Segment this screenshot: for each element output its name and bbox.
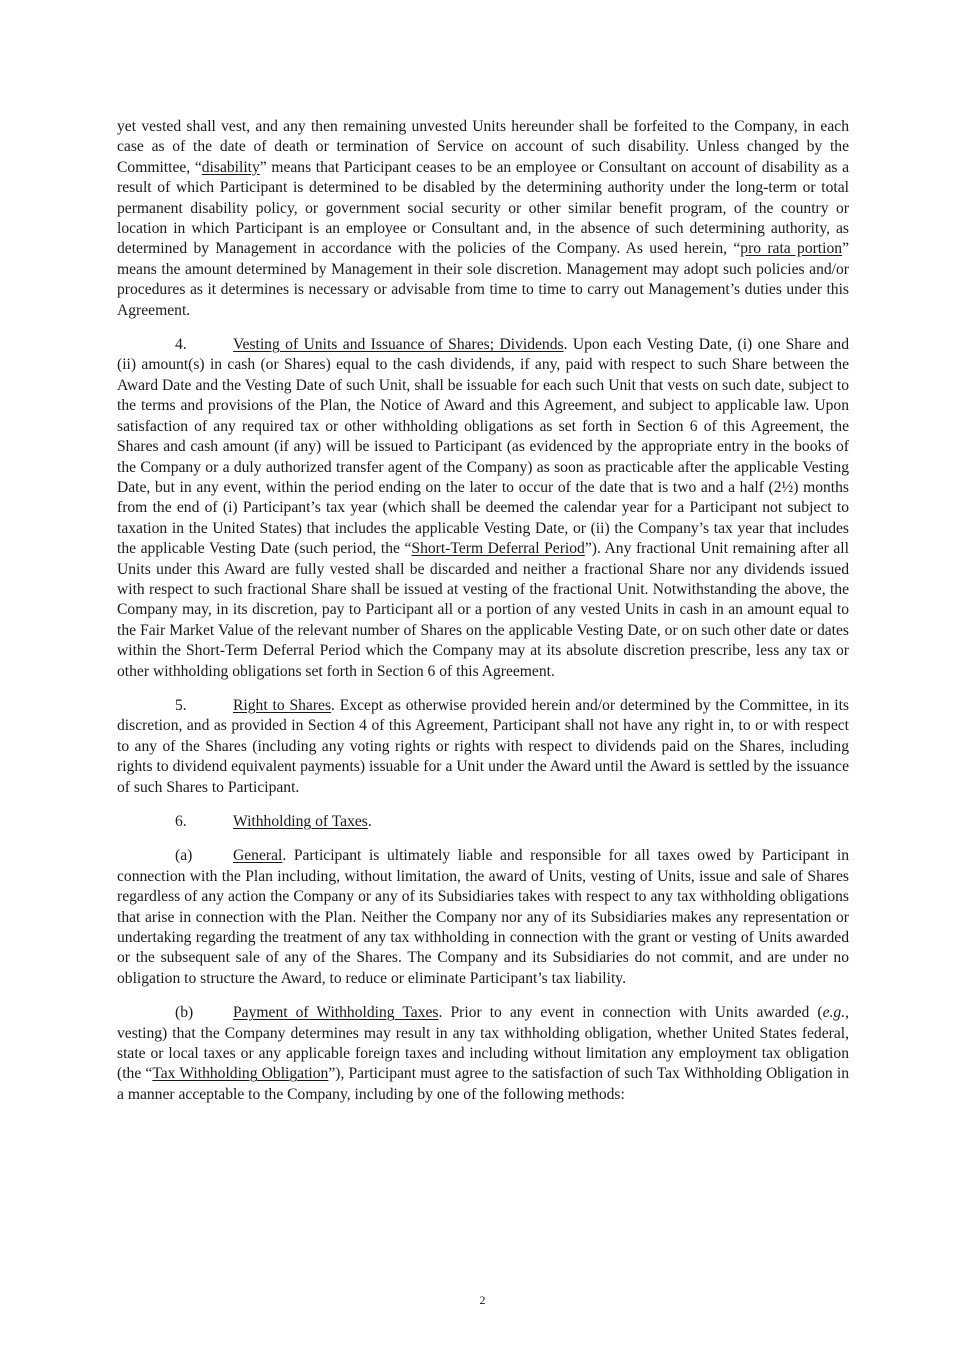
section-number: 4.: [175, 336, 187, 354]
section-number: 6.: [175, 813, 187, 830]
text-run: ”), Participant must agree to the satisfaction of such Tax Withholding Obligation in a manner acceptable to the Company, including by one of the following methods:: [117, 1065, 849, 1103]
text-run: . Participant is ultimately liable and responsible for all taxes owed by Participant in connection with the Plan including, without limitation, the award of Units, vesting of Units, issue and sale of Shares regardless of any action the Company or any of its Subsidiaries takes with respect to any tax withholding obligations that arise in connection with the Plan. Neither the Company nor any of its Subsidiaries makes any representation or undertaking regarding the treatment of any tax withholding in connection with the grant or vesting of Units awarded or the subsequent sale of any of the Shares. The Company and its Subsidiaries do not commit, and are under no obligation to structure the Award, to reduce or eliminate Participant’s tax liability.: [117, 847, 849, 987]
section-heading: Vesting of Units and Issuance of Shares; Dividends: [233, 336, 564, 354]
section-5-paragraph: [117, 696, 849, 798]
text-run: , vesting) that the Company determines may result in any tax withholding obligation, whether United States federal, state or local taxes or any applicable foreign taxes and including without limitation any employment tax obligation (the “: [117, 1004, 849, 1083]
text-run: yet vested shall vest, and any then remaining unvested Units hereunder shall be forfeited to the Company, in each case as of the date of death or termination of Service on account of such disability. Unless changed by the Committee, “: [117, 118, 849, 176]
text-run: . Except as otherwise provided herein and/or determined by the Committee, in its discretion, and as provided in Section 4 of this Agreement, Participant shall not have any right in, to or with respect to any of the Shares (including any voting rights or rights with respect to dividends paid on the Shares, including rights to dividend equivalent payments) issuable for a Unit under the Award until the Award is settled by the issuance of such Shares to Participant.: [117, 696, 849, 796]
document-page: [117, 117, 849, 1119]
defined-term-pro-rata-portion: pro rata portion: [740, 240, 843, 258]
defined-term-disability: disability: [201, 158, 260, 176]
section-heading: Withholding of Taxes: [233, 813, 368, 830]
text-run: ” means the amount determined by Management in their sole discretion. Management may adopt such policies and/or procedures as it determines is necessary or advisable from time to time to carry out Management’s duties under this Agreement.: [117, 240, 849, 319]
italic-eg: e.g.: [822, 1004, 846, 1022]
subsection-heading: Payment of Withholding Taxes: [233, 1004, 439, 1022]
subsection-number: (b): [175, 1004, 194, 1022]
section-4-paragraph: [117, 335, 849, 682]
defined-term-short-term-deferral-period: Short-Term Deferral Period: [411, 540, 585, 558]
section-heading: Right to Shares: [233, 696, 332, 714]
defined-term-tax-withholding-obligation: Tax Withholding Obligation: [152, 1065, 329, 1083]
text-run: ” means that Participant ceases to be an employee or Consultant on account of disability as a result of which Participant is determined to be disabled by the determining authority under the long-term or total permanent disability policy, or government social security or other similar benefit program, of the country or location in which Participant is an employee or Consultant and, in the absence of such determining authority, as determined by Management in accordance with the policies of the Company. As used herein, “: [117, 158, 850, 258]
page-number: 2: [479, 1293, 486, 1307]
subsection-heading: General: [233, 847, 283, 865]
text-run: . Upon each Vesting Date, (i) one Share and (ii) amount(s) in cash (or Shares) equal to the cash dividends, if any, paid with respect to such Share between the Award Date and the Vesting Date of such Unit, shall be issuable for each such Unit that vests on such date, subject to the terms and provisions of the Plan, the Notice of Award and this Agreement, and subject to applicable law. Upon satisfaction of any required tax or other withholding obligations as set forth in Section 6 of this Agreement, the Shares and cash amount (if any) will be issued to Participant (as evidenced by the appropriate entry in the books of the Company or a duly authorized transfer agent of the Company) as soon as practicable after the applicable Vesting Date, but in any event, within the period ending on the later to occur of the date that is two and a half (2½) months from the end of (i) Participant’s tax year (which shall be deemed the calendar year for a Participant not subject to taxation in the United States) that includes the applicable Vesting Date, or (ii) the Company’s tax year that includes the applicable Vesting Date (such period, the “: [117, 336, 849, 558]
text-run: .: [367, 813, 372, 830]
text-run: . Prior to any event in connection with Units awarded (: [438, 1004, 823, 1022]
section-6-heading: [117, 812, 849, 832]
section-number: 5.: [175, 696, 187, 714]
subsection-number: (a): [175, 847, 193, 865]
text-run: ”). Any fractional Unit remaining after all Units under this Award are fully vested shall be discarded and neither a fractional Share nor any dividends issued with respect to such fractional Share shall be issued at vesting of the fractional Unit. Notwithstanding the above, the Company may, in its discretion, pay to Participant all or a portion of any vested Units in cash in an amount equal to the Fair Market Value of the relevant number of Shares on the applicable Vesting Date, or on such other date or dates within the Short-Term Deferral Period which the Company may at its absolute discretion prescribe, less any tax or other withholding obligations set forth in Section 6 of this Agreement.: [117, 540, 849, 680]
section-6b-paragraph: [117, 1003, 849, 1105]
paragraph-continuation: [117, 117, 849, 321]
section-6a-paragraph: [117, 846, 849, 989]
